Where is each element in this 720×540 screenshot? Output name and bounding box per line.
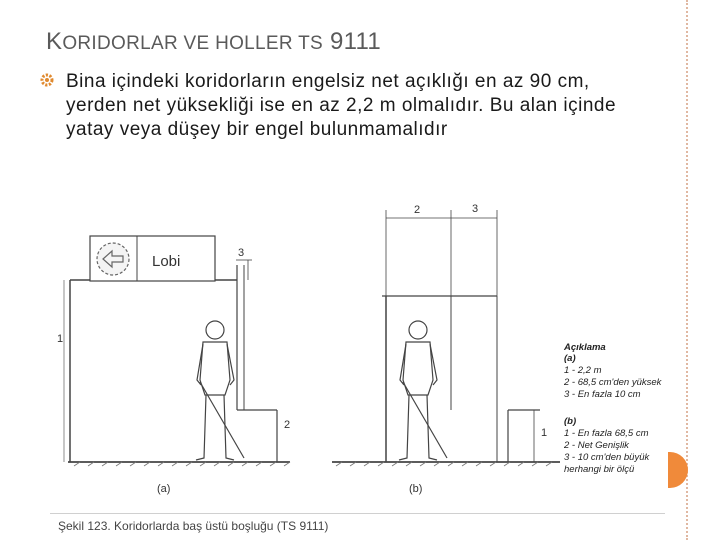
gear-bullet-icon [40, 73, 54, 87]
legend-item: 3 - En fazla 10 cm [564, 389, 641, 400]
sign-label: Lobi [152, 253, 181, 270]
legend-item: 2 - Net Genişlik [564, 440, 629, 451]
slide-title [46, 28, 381, 56]
arrow-left-icon [97, 243, 129, 275]
panel-b-dim-3: 3 [472, 203, 479, 215]
title-rest: ORIDORLAR VE HOLLER TS [62, 33, 324, 54]
legend-group-a-label: (a) [564, 353, 576, 364]
bullet-text: Bina içindeki koridorların engelsiz net açıklığı en az 90 cm, yerden net yüksekliği ise en az 2,2 m olmalıdır. Bu alan içinde yatay veya düşey bir engel bulunmamalıdır [66, 71, 617, 140]
title-lead: K [46, 28, 63, 55]
panel-a-dim-1: 1 [57, 333, 64, 345]
legend-group-b-label: (b) [564, 416, 577, 427]
panel-b-dim-2: 2 [414, 204, 421, 216]
panel-b-drawing [332, 210, 560, 462]
legend-item: 1 - 2,2 m [564, 365, 602, 376]
panel-a-dim-3: 3 [238, 247, 245, 259]
panel-a-dim-2: 2 [284, 419, 291, 431]
legend-item: 2 - 68,5 cm'den yüksek [564, 377, 662, 388]
panel-b-label: (b) [409, 483, 423, 495]
bullet-item [40, 70, 640, 142]
legend [563, 342, 663, 475]
person-with-cane-b [399, 321, 447, 460]
caption-divider [50, 513, 665, 514]
title-number: 9111 [330, 28, 382, 55]
legend-item: 1 - En fazla 68,5 cm [564, 428, 649, 439]
legend-heading: Açıklama [564, 342, 606, 353]
legend-item: 3 - 10 cm'den büyük [564, 452, 650, 463]
figure-caption: Şekil 123. Koridorlarda baş üstü boşluğu (TS 9111) [58, 519, 329, 533]
corridor-figure [0, 190, 686, 540]
legend-item: herhangi bir ölçü [564, 464, 635, 475]
decorative-dotted-line [686, 0, 688, 540]
panel-a-label: (a) [157, 483, 171, 495]
panel-b-dim-1: 1 [541, 427, 548, 439]
